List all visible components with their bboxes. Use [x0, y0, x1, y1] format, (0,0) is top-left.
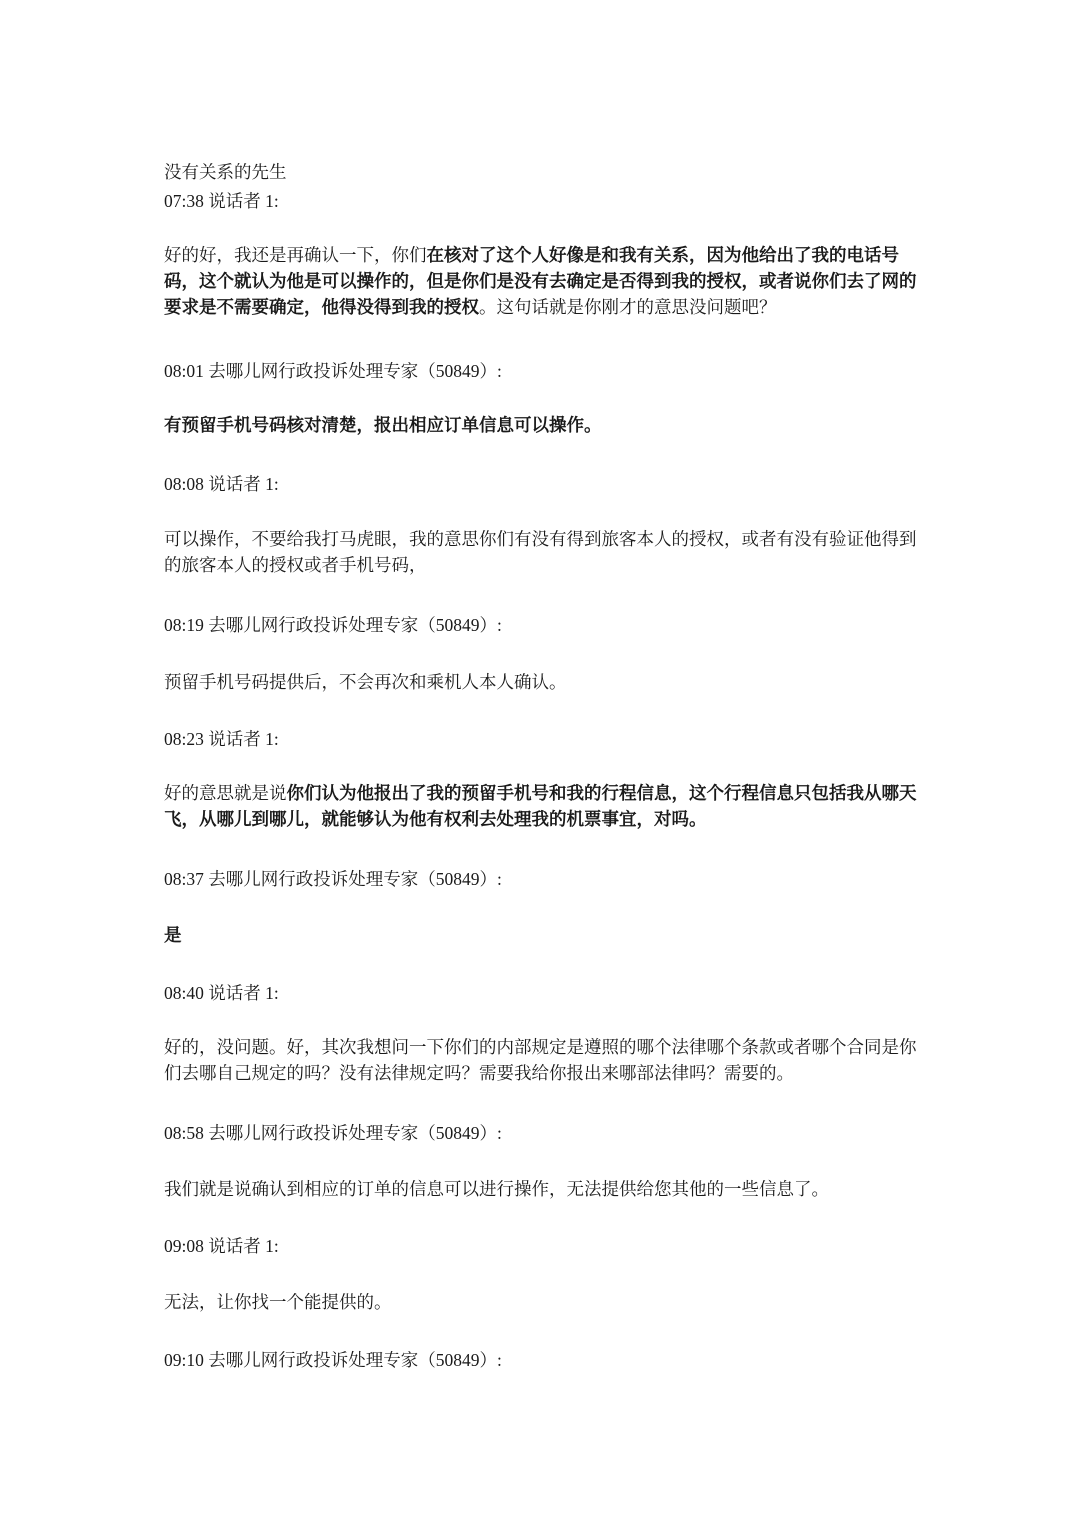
- speaker-line: 08:40 说话者 1:: [164, 983, 279, 1003]
- paragraph: [164, 670, 924, 696]
- paragraph: [164, 923, 924, 949]
- text-run: 。这句话就是你刚才的意思没问题吧？: [479, 298, 777, 318]
- bold-text-run: 是: [164, 926, 182, 946]
- top-line: 没有关系的先生: [164, 163, 287, 183]
- bold-text-run: 你们认为他报出了我的预留手机号和我的行程信息，这个行程信息只包括我从哪天飞，从哪儿到哪儿，就能够认为他有权利去处理我的机票事宜，对吗。: [164, 784, 917, 830]
- bold-text-run: 有预留手机号码核对清楚，报出相应订单信息可以操作。: [164, 416, 602, 436]
- paragraph: [164, 413, 924, 439]
- text-run: 好的，没问题。好，其次我想问一下你们的内部规定是遵照的哪个法律哪个条款或者哪个合同是你们去哪自己规定的吗？没有法律规定吗？需要我给你报出来哪部法律吗？需要的。: [164, 1038, 917, 1084]
- paragraph: [164, 1290, 924, 1316]
- text-run: 可以操作，不要给我打马虎眼，我的意思你们有没有得到旅客本人的授权，或者有没有验证他得到的旅客本人的授权或者手机号码，: [164, 530, 917, 576]
- speaker-line: 09:10 去哪儿网行政投诉处理专家（50849）:: [164, 1350, 502, 1370]
- speaker-line: 08:58 去哪儿网行政投诉处理专家（50849）:: [164, 1123, 502, 1143]
- text-run: 预留手机号码提供后，不会再次和乘机人本人确认。: [164, 673, 567, 693]
- text-run: 无法，让你找一个能提供的。: [164, 1293, 392, 1313]
- paragraph: [164, 243, 924, 321]
- paragraph: [164, 527, 924, 579]
- speaker-line: 07:38 说话者 1:: [164, 191, 279, 211]
- speaker-line: 08:23 说话者 1:: [164, 729, 279, 749]
- text-run: 好的好，我还是再确认一下，你们: [164, 246, 427, 266]
- speaker-line: 09:08 说话者 1:: [164, 1236, 279, 1256]
- paragraph: [164, 1035, 924, 1087]
- paragraph: [164, 781, 924, 833]
- bold-text-run: 在核对了这个人好像是和我有关系，因为他给出了我的电话号码，这个就认为他是可以操作的，但是你们是没有去确定是否得到我的授权，或者说你们去了网的要求是不需要确定，他得没得到我的授权: [164, 246, 917, 318]
- text-run: 好的意思就是说: [164, 784, 287, 804]
- speaker-line: 08:08 说话者 1:: [164, 474, 279, 494]
- speaker-line: 08:37 去哪儿网行政投诉处理专家（50849）:: [164, 869, 502, 889]
- speaker-line: 08:19 去哪儿网行政投诉处理专家（50849）:: [164, 615, 502, 635]
- speaker-line: 08:01 去哪儿网行政投诉处理专家（50849）:: [164, 361, 502, 381]
- text-run: 我们就是说确认到相应的订单的信息可以进行操作，无法提供给您其他的一些信息了。: [164, 1180, 829, 1200]
- paragraph: [164, 1177, 924, 1203]
